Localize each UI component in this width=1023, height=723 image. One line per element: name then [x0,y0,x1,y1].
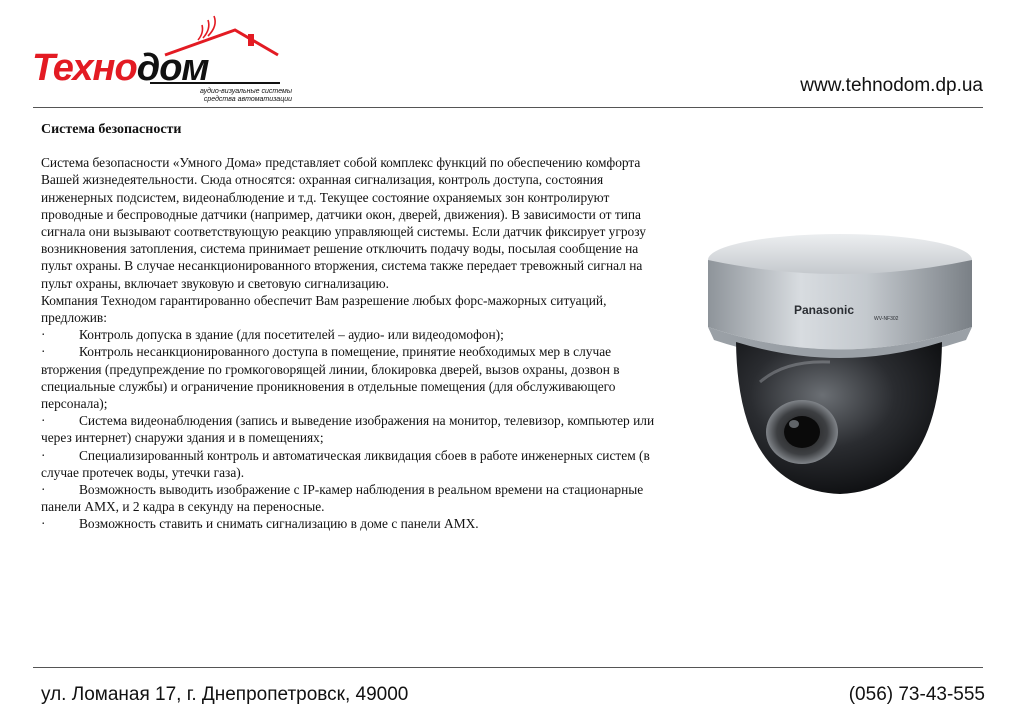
feature-list [41,326,671,532]
list-item-text: Возможность ставить и снимать сигнализацию в доме с панели AMX. [79,516,479,532]
bullet-marker: · [41,482,46,498]
logo-tagline-2: средства автоматизации [203,96,292,103]
camera-brand: Panasonic [794,303,855,317]
bullet-marker: · [41,413,46,429]
bullet-marker: · [41,447,46,463]
logo-word-part2: дом [136,47,209,89]
bullet-marker: · [41,344,46,360]
list-item [41,481,671,515]
tehnodom-logo [30,10,290,102]
list-item [41,447,671,481]
bullet-marker: · [41,516,46,532]
article [41,121,671,533]
list-item-text: Система видеонаблюдения (запись и выведение изображения на монитор, телевизор, компьютер или через интернет) снаружи здания и в помещениях; [41,413,655,446]
list-item [41,515,671,532]
footer-address: ул. Ломаная 17, г. Днепропетровск, 49000 [41,684,409,705]
dome-camera-image [690,232,975,500]
site-url[interactable]: www.tehnodom.dp.ua [800,75,983,96]
list-item [41,412,671,446]
header-divider [33,107,983,108]
logo-wordmark [32,48,209,88]
list-item [41,343,671,412]
logo-word-part1: Техно [32,47,137,89]
article-title: Система безопасности [41,122,182,137]
camera-model: WV-NF302 [874,316,899,322]
footer-phone[interactable]: (056) 73-43-555 [848,684,985,705]
list-item-text: Контроль несанкционированного доступа в помещение, принятие необходимых мер в случае вторжения (предупреждение по громкоговорящей линии, блокировка дверей, вызов охраны, дозвон в специальные службы) и ограничение проникновения в отдельные помещения (для обслуживающего персонала); [41,344,620,412]
article-intro: Система безопасности «Умного Дома» представляет собой комплекс функций по обеспечению комфорта Вашей жизнедеятельности. Сюда относятся: охранная сигнализация, контроль доступа, состояния инженерных подсистем, видеонаблюдение и т.д. Текущее состояние охраняемых зон контролируют проводные и беспроводные датчики (например, датчики окон, дверей, движения). В зависимости от типа сигнала они вызывают соответствующую реакцию управляющей системы. Если датчик фиксирует угрозу возникновения затопления, система принимает решение отключить подачу воды, посылая сообщение на пульт охраны. В случае несанкционированного вторжения, система также передает тревожный сигнал на пульт охраны, включает звуковую и световую сигнализацию. [41,155,646,291]
article-guarantee: Компания Технодом гарантированно обеспечит Вам разрешение любых форс-мажорных ситуаций, предложив: [41,292,607,326]
bullet-marker: · [41,327,46,343]
footer-divider [33,667,983,668]
list-item-text: Возможность выводить изображение с IP-камер наблюдения в реальном времени на стационарные панели AMX, и 2 кадра в секунду на переносные. [41,482,644,515]
list-item-text: Контроль допуска в здание (для посетителей – аудио- или видеодомофон); [79,327,504,343]
list-item-text: Специализированный контроль и автоматическая ликвидация сбоев в работе инженерных систем (в случае протечек воды, утечки газа). [41,447,650,480]
list-item [41,326,671,343]
logo-tagline-1: аудио-визуальные системы [200,88,292,95]
